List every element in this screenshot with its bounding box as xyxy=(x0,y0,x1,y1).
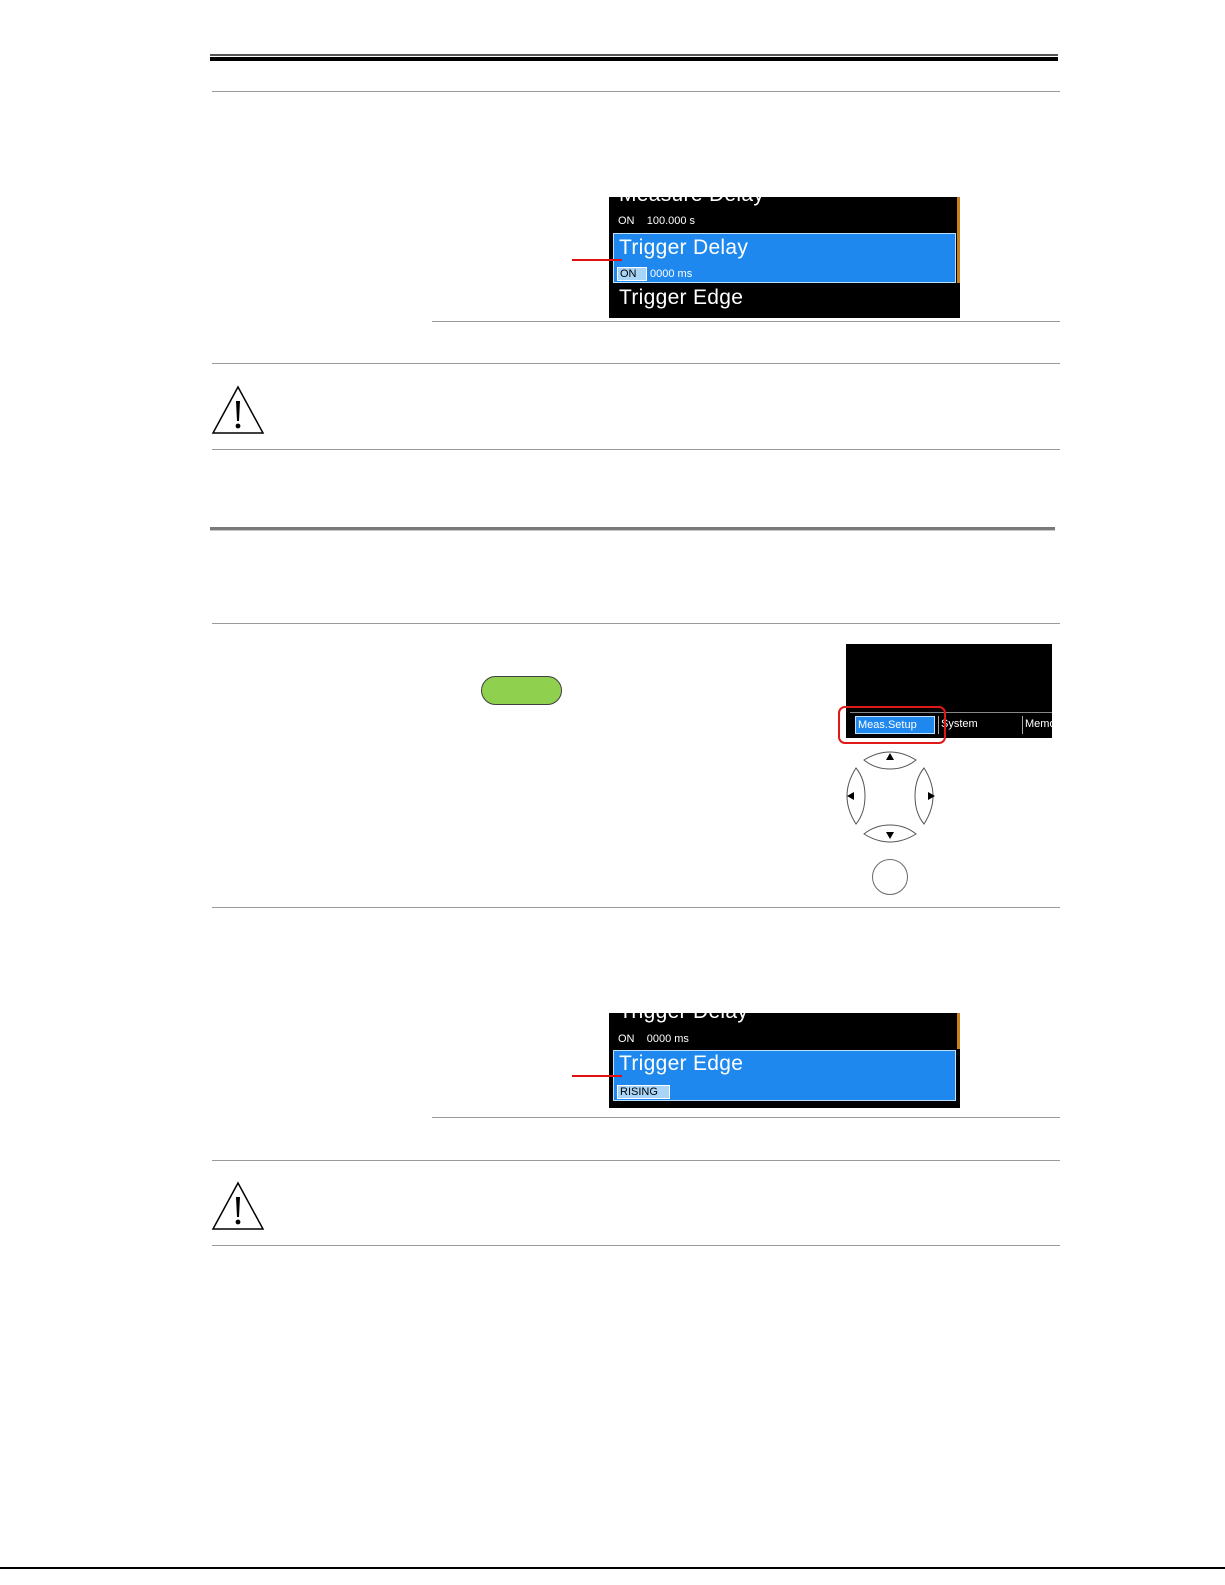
softkey-label: System xyxy=(941,718,978,730)
menu-item-title: Trigger Edge xyxy=(619,286,744,309)
menu-item-value: ON 0000 ms xyxy=(618,1033,689,1045)
panel-button[interactable] xyxy=(481,676,562,705)
header-rule-thick xyxy=(210,57,1058,61)
footer-rule xyxy=(0,1567,1225,1569)
menu-item-title: Measure Delay xyxy=(619,183,765,206)
caution-triangle-icon xyxy=(212,384,266,436)
menu-item-title: Trigger Edge xyxy=(619,1052,744,1075)
menu-item-value: ON 100.000 s xyxy=(618,215,696,227)
table-rule xyxy=(432,1117,1060,1118)
menu-item-value: 0000 ms xyxy=(650,268,693,280)
section-rule-shadow xyxy=(210,530,1055,531)
table-rule xyxy=(212,1245,1060,1246)
scrollbar[interactable] xyxy=(957,197,960,283)
pointer-line xyxy=(572,259,622,261)
scrollbar[interactable] xyxy=(957,1013,960,1049)
table-rule xyxy=(212,1160,1060,1161)
selected-menu-item[interactable] xyxy=(613,1050,956,1101)
enter-key[interactable] xyxy=(872,859,908,895)
softkey-memory[interactable] xyxy=(1024,716,1064,734)
header-rule xyxy=(210,54,1058,56)
softkey-label: Memo xyxy=(1025,718,1056,730)
table-rule xyxy=(212,91,1060,92)
table-rule xyxy=(212,363,1060,364)
menu-item-title: Trigger Delay xyxy=(619,1000,749,1023)
table-rule xyxy=(212,449,1060,450)
lcd-screen-trigger-delay xyxy=(609,183,960,318)
table-rule xyxy=(212,907,1060,908)
lcd-screen-trigger-edge xyxy=(609,1000,960,1108)
table-rule xyxy=(212,623,1060,624)
softkey-divider xyxy=(1022,716,1023,734)
value-field[interactable]: ON xyxy=(617,267,647,281)
softkey-system[interactable] xyxy=(940,716,1020,734)
caution-triangle-icon xyxy=(212,1180,266,1232)
menu-item-title: Trigger Delay xyxy=(619,236,749,259)
highlight-frame xyxy=(838,706,946,744)
arrow-keypad xyxy=(842,748,940,846)
value-field[interactable]: RISING xyxy=(617,1085,670,1099)
pointer-line xyxy=(572,1075,622,1077)
selected-menu-item[interactable] xyxy=(613,233,956,283)
softkey-label: Meas.Setup xyxy=(858,719,917,731)
table-rule xyxy=(432,321,1060,322)
